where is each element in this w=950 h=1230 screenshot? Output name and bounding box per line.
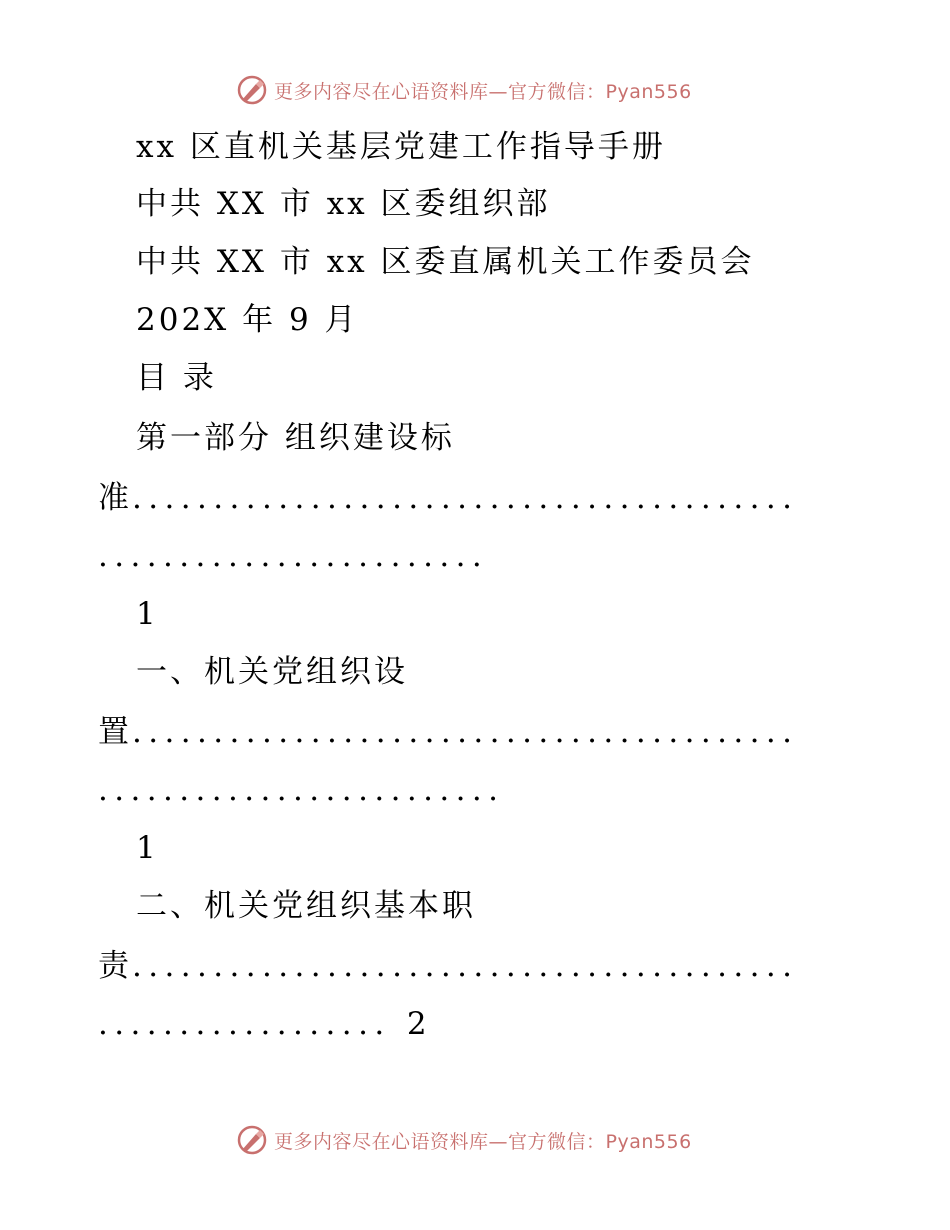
watermark-text: 更多内容尽在心语资料库—官方微信：Pyan556 [274,80,692,103]
toc-entry-page: 2 [406,1006,430,1042]
document-date: 202X 年 9 月 [136,302,359,338]
toc-leader-dots: .................. [98,1006,407,1042]
toc-leader-with-page [98,1004,430,1044]
pen-logo-icon [236,1124,268,1156]
toc-entry-title-end: 置 [98,714,132,750]
pen-logo-icon [236,74,268,106]
toc-entry-title-continued [98,946,798,986]
toc-entry-title-end: 准 [98,480,132,516]
toc-leader-dots: ......................................... [132,714,799,750]
watermark-text: 更多内容尽在心语资料库—官方微信：Pyan556 [274,1130,692,1153]
toc-leader-dots: ......................................... [132,480,799,516]
watermark-footer [236,1122,692,1158]
toc-leader-dots: ........................ [98,538,489,574]
toc-leader-dots: ......................................... [132,948,799,984]
toc-entry-title: 一、机关党组织设 [136,654,408,690]
toc-entry-title-continued [98,712,798,752]
toc-entry-page: 1 [136,596,159,632]
toc-entry-title-continued [98,478,798,518]
issuer-working-committee: 中共 XX 市 xx 区委直属机关工作委员会 [136,244,755,280]
toc-leader-dots: ......................... [98,772,505,808]
toc-heading: 目 录 [136,360,217,396]
toc-entry-page: 1 [136,830,159,866]
issuer-organization-dept: 中共 XX 市 xx 区委组织部 [136,186,551,222]
document-title: xx 区直机关基层党建工作指导手册 [136,129,666,165]
toc-entry-title: 二、机关党组织基本职 [136,888,476,924]
toc-entry-title-end: 责 [98,948,132,984]
watermark-header [236,72,692,108]
toc-entry-title: 第一部分 组织建设标 [136,420,455,456]
